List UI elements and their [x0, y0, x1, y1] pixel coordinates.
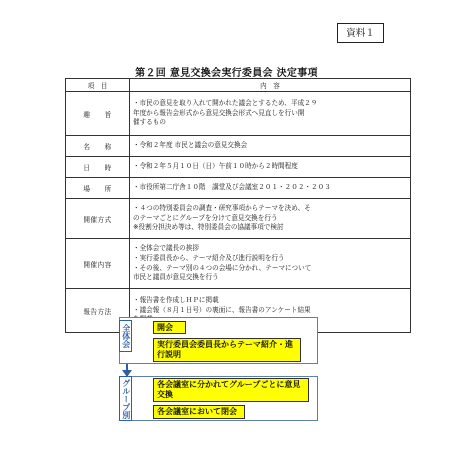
header-content: 内 容 [130, 79, 411, 92]
row-label: 開催内容 [66, 239, 130, 289]
content-line: ・全体会で議長の挨拶 [133, 244, 199, 253]
content-line: 催するもの [133, 118, 166, 127]
content-line: ・実行委員長から、テーマ紹介及び進行説明を行う [133, 253, 285, 262]
document-label-badge: 資料１ [337, 23, 384, 43]
row-label: 趣 旨 [66, 92, 130, 136]
content-line: 市民と議員が意見交換を行う [133, 273, 219, 282]
step-theme-introduction: 実行委員会委員長からテーマ紹介・進行説明 [153, 338, 301, 362]
row-label: 日 時 [66, 157, 130, 178]
content-line: ・４つの特別委員会の調査・研究事項からテーマを決め、そ [133, 204, 311, 213]
row-label: 場 所 [66, 178, 130, 199]
content-line: ・市民の意見を取り入れて開かれた議会とするため、平成２９ [133, 99, 318, 108]
step-opening: 開会 [153, 321, 186, 334]
step-breakout-discussion: 各会議室に分かれてグループごとに意見交換 [153, 378, 309, 402]
row-label: 名 称 [66, 136, 130, 157]
content-line: ・市役所第二庁舎１０階 講堂及び会議室２０１・２０２・２０３ [133, 183, 331, 192]
row-label: 報告方法 [66, 289, 130, 333]
header-item: 項 目 [66, 79, 130, 92]
content-line: ・議会報（８月１日号）の裏面に、報告書のアンケート結果 [133, 305, 311, 314]
content-line: ・令和２年度 市民と議会の意見交換会 [133, 141, 248, 150]
content-line: のテーマごとにグループを分けて意見交換を行う [133, 213, 278, 222]
group-label-whole-session: 全体会 [119, 320, 132, 352]
content-line: ※役割分担決め等は、特別委員会の協議事項で検討 [133, 223, 284, 232]
step-closing-in-rooms: 各会議室において閉会 [153, 405, 245, 419]
group-label-breakout: グループ別 [119, 376, 132, 421]
page-title: 第２回 意見交換会実行委員会 決定事項 [135, 68, 318, 79]
content-line: ・その後、テーマ別の４つの会場に分かれ、テーマについて [133, 263, 312, 272]
row-label: 開催方式 [66, 199, 130, 239]
content-line: ・令和２年５月１０日（日）午前１０時から２時間程度 [133, 162, 298, 171]
content-line: ・報告書を作成しＨＰに掲載 [133, 296, 219, 305]
content-line: 年度から報告会形式から意見交換会形式へ見直しを行い開 [133, 108, 305, 117]
